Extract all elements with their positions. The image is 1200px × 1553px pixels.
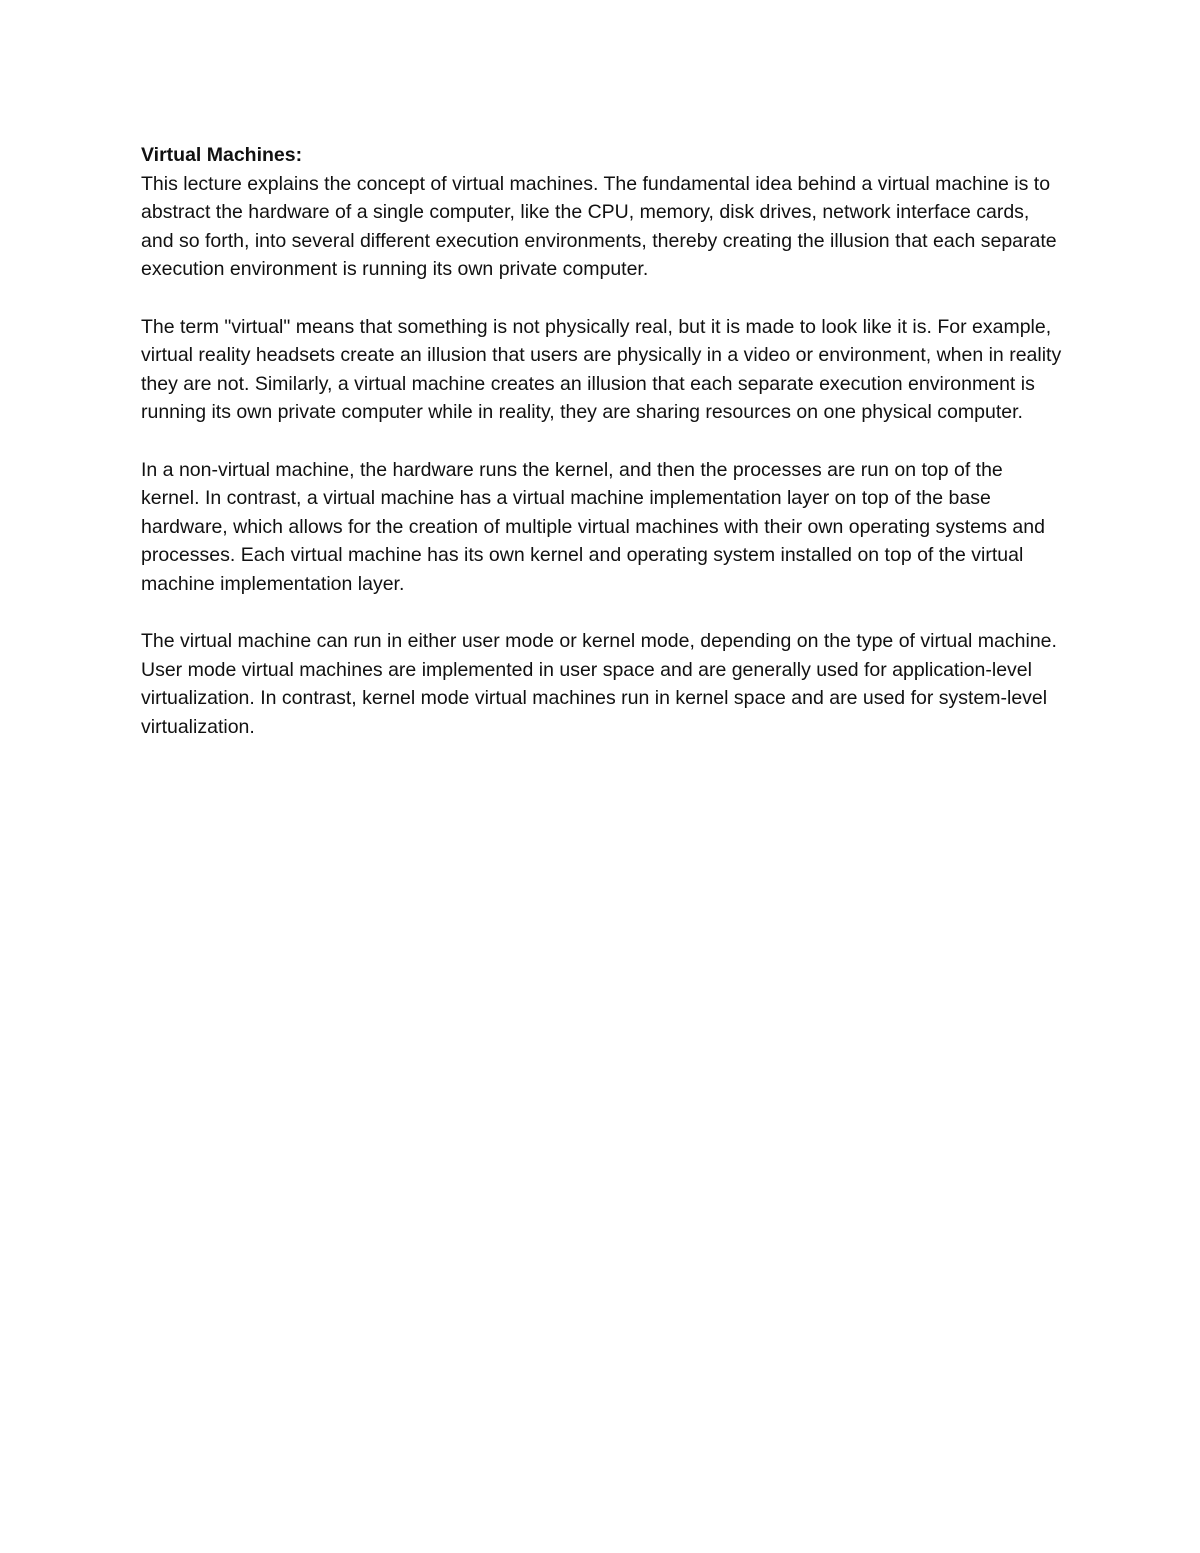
paragraph-intro: This lecture explains the concept of virtual machines. The fundamental idea behind a virtual machine is to abstract the hardware of a single computer, like the CPU, memory, disk drives, network interface cards, and so forth, into several different execution environments, thereby creating the illusion that each separate execution environment is running its own private computer. [141,172,1057,281]
paragraph-virtual-term: The term "virtual" means that something is not physically real, but it is made to look like it is. For example, virtual reality headsets create an illusion that users are physically in a video or environment, when in reality they are not. Similarly, a virtual machine creates an illusion that each separate execution environment is running its own private computer while in reality, they are sharing resources on one physical computer. [141,315,1062,424]
paragraph-non-virtual: In a non-virtual machine, the hardware runs the kernel, and then the processes are run on top of the kernel. In contrast, a virtual machine has a virtual machine implementation layer on top of the base hardware, which allows for the creation of multiple virtual machines with their own operating systems and processes. Each virtual machine has its own kernel and operating system installed on top of the virtual machine implementation layer. [141,458,1045,595]
document-body [141,141,1066,770]
document-heading: Virtual Machines: [141,144,303,166]
paragraph-modes: The virtual machine can run in either user mode or kernel mode, depending on the type of virtual machine. User mode virtual machines are implemented in user space and are generally used for application-level virtualization. In contrast, kernel mode virtual machines run in kernel space and are used for system-level virtualization. [141,630,1057,738]
